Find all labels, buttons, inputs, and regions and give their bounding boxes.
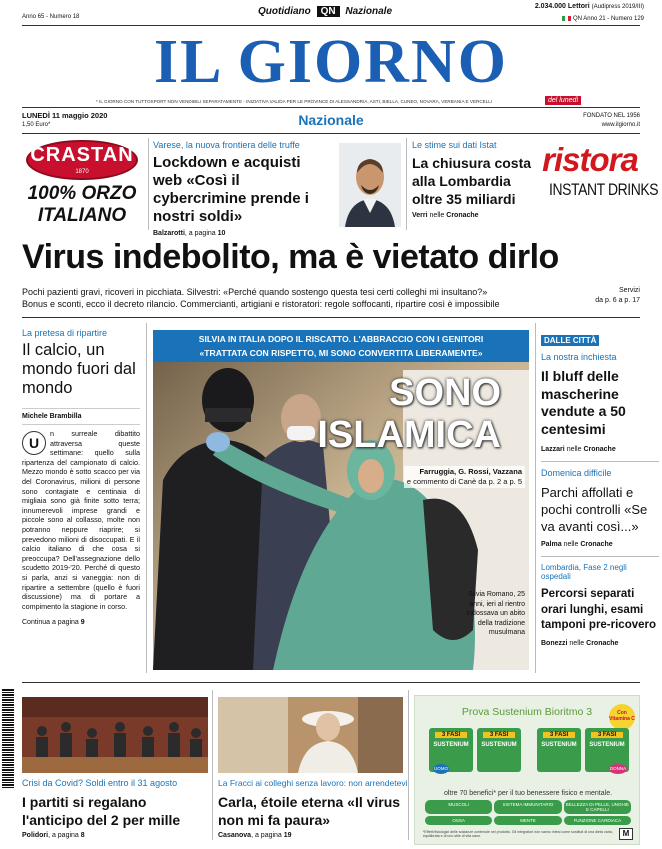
story-kicker: La nostra inchiesta [541, 352, 617, 362]
editorial-continue[interactable] [22, 619, 140, 626]
editorial-body-wrap [22, 429, 140, 611]
story-headline[interactable]: Il bluff delle mascherine vendute a 50 centesimi [541, 368, 626, 437]
right-column [541, 330, 657, 647]
sustenium-title: Prova Sustenium Bioritmo 3 [461, 706, 593, 718]
benefit-badge: MENTE [494, 816, 561, 825]
main-headline[interactable]: Virus indebolito, ma è vietato dirlo [22, 238, 559, 276]
story-kicker: Lombardia, Fase 2 negli ospedali [541, 563, 627, 581]
byline-page: Cronache [446, 212, 479, 219]
story-byline: Casanova, a pagina 19 [218, 832, 292, 839]
bottom-story-fracci[interactable] [218, 778, 408, 839]
story-byline [541, 640, 641, 647]
crastan-ad[interactable] [22, 140, 142, 230]
credits-line1: Farruggia, G. Rossi, Vazzana [419, 467, 522, 476]
benefit-badge: FUNZIONE CARDIACA [564, 816, 631, 825]
vitamin-c-badge: Con Vitamina C [609, 704, 635, 730]
tagline: * IL GIORNO CON TUTTOSPORT NON VENDIBILI SEPARATAMENTE - INIZIATIVA VALIDA PER LE PROVINCE DI ALESSANDRIA, ASTI, BIELLA, CUNEO, NOVARA, VERBANIA E VERCELLI [96, 99, 493, 104]
benefit-badge: MUSCOLI [425, 800, 492, 814]
pack-label: 3 FASI [483, 732, 515, 738]
story-kicker: Domenica difficile [541, 468, 612, 478]
qn-issue-label: QN Anno 21 - Numero 129 [572, 16, 644, 23]
byline-ref: a pagina [188, 230, 216, 237]
byline-page: Cronache [580, 541, 613, 548]
byline-ref: nelle [429, 212, 445, 219]
photo-credits [404, 466, 525, 488]
big-title-2: ISLAMICA [317, 414, 501, 456]
byline-ref: a pagina [254, 832, 282, 839]
right-story-mascherine[interactable] [541, 352, 641, 453]
readership-source: (Audipress 2019/III) [591, 4, 644, 10]
right-story-ospedali[interactable] [541, 563, 657, 647]
byline-ref: a pagina [51, 832, 79, 839]
dropcap: U [22, 431, 46, 455]
edition-label: Nazionale [298, 112, 364, 128]
quotidiano-label: Quotidiano [258, 6, 311, 17]
man-portrait-icon [339, 143, 401, 227]
story-headline[interactable]: Lockdown e acquisti web «Così il cybercrimine prende i nostri soldi» [153, 154, 309, 225]
pack-brand: SUSTENIUM [481, 742, 517, 748]
price: 1,50 Euro* [22, 122, 51, 128]
crastan-line1: 100% ORZO [27, 183, 137, 204]
top-story-varese[interactable] [153, 140, 333, 237]
byline-page: 8 [80, 832, 85, 839]
editorial-headline[interactable]: Il calcio, un mondo fuori dal mondo [22, 341, 136, 397]
story-byline [541, 446, 641, 453]
story-kicker: Crisi da Covid? Soldi entro il 31 agosto [22, 778, 178, 788]
byline-author: Palma [541, 541, 562, 548]
servizi-pages: da p. 6 a p. 17 [595, 297, 640, 304]
continue-page: 9 [80, 619, 85, 627]
pack-label: 3 FASI [543, 732, 575, 738]
byline-page: Cronache [586, 639, 619, 647]
bottom-photo-parliament [22, 697, 208, 773]
readership [535, 3, 644, 10]
center-photo-story[interactable] [153, 330, 529, 670]
sustenium-benefits: oltre 70 benefici* per il tuo benessere fisico e mentale. [443, 790, 613, 797]
story-kicker: La Fracci ai colleghi senza lavoro: non arrendetevi [218, 778, 408, 788]
pack-brand: SUSTENIUM [589, 742, 625, 748]
crastan-brand: CRASTAN [30, 144, 134, 166]
donna-tag: DONNA [609, 764, 627, 774]
byline-author: Bonezzi [541, 639, 568, 647]
ristora-sub: INSTANT DRINKS [549, 180, 659, 199]
main-sub1: Pochi pazienti gravi, ricoveri in picchiata. Silvestri: «Perché quando sostengo questa tesi certi colleghi mi insultano?» [22, 287, 488, 297]
story-headline[interactable]: La chiusura costa alla Lombardia oltre 35 miliardi [412, 155, 532, 207]
top-story-istat[interactable] [412, 140, 532, 219]
portrait-photo [339, 143, 401, 227]
banner-line1: SILVIA IN ITALIA DOPO IL RISCATTO. L'ABBRACCIO CON I GENITORI [198, 334, 484, 344]
editorial-divider-2 [22, 424, 140, 425]
byline-ref: nelle [566, 446, 582, 453]
uomo-tag: UOMO [433, 764, 449, 774]
ristora-brand: ristora [542, 141, 638, 178]
sustenium-badges [425, 800, 631, 825]
pack-brand: SUSTENIUM [541, 742, 577, 748]
issue-number: Anno 65 - Numero 18 [22, 14, 80, 20]
nazionale-top-label: Nazionale [345, 6, 393, 17]
big-title-1: SONO [389, 372, 501, 414]
main-sub2: Bonus e sconti, ecco il decreto rilancio. Commercianti, artigiani e ristoratori: regole soffocanti, ripartire così è impossibile [22, 299, 500, 309]
story-byline [541, 541, 641, 548]
main-servizi [595, 286, 640, 306]
pack-3 [537, 728, 581, 772]
story-byline [412, 212, 532, 219]
readership-count: 2.034.000 Lettori [534, 3, 590, 10]
qn-issue [562, 16, 644, 22]
right-story-parchi[interactable] [541, 468, 648, 548]
editorial-kicker: La pretesa di ripartire [22, 328, 108, 338]
italy-flag-icon [562, 16, 571, 21]
story-kicker: Le stime sui dati Istat [412, 140, 497, 150]
byline-page: 19 [283, 832, 292, 839]
byline-page: 10 [217, 230, 226, 237]
date: LUNEDÌ 11 maggio 2020 [22, 111, 108, 120]
editorial-body: n surreale dibattito attraversa queste settimane: quello sulla ripartenza del campionato di calcio. Mezzo mondo è sotto scacco per via del Coronavirus, milioni di persone sono contagiate e centinaia di migliaia sono già finite sotto terra; innumerevoli imprese grandi e piccole sono al collasso, molte non potranno neppure riaprire; si prevedono milioni di disoccupati. E il calcio italiano di che cosa si preoccupa? Dell'assegnazione dello scudetto 2019-'20. Perché di questo si parla, anzi si vaneggia: non di ripartire a settembre (quello è fuori discussione) ma di portare a compimento la stagione in corso. [22, 429, 140, 611]
sustenium-packs [429, 724, 629, 776]
story-kicker: Varese, la nuova frontiera delle truffe [153, 140, 300, 150]
benefit-badge: BELLEZZA DI PELLE, UNGHIE E CAPELLI [564, 800, 631, 814]
right-divider [541, 461, 659, 462]
sustenium-disclaimer: *Effetti fisiologici delle sostanze contenute nel prodotto. Gli integratori non vanno intesi come sostituti di una dieta varia, equilibrata e di uno stile di vita sano. [423, 830, 613, 839]
founded: FONDATO NEL 1956 [583, 113, 640, 119]
byline-ref: nelle [563, 541, 579, 548]
byline-author: Casanova [218, 832, 252, 839]
photo-big-title [317, 372, 501, 456]
byline-author: Lazzari [541, 446, 565, 453]
pack-label: 3 FASI [591, 732, 623, 738]
editorial-author: Michele Brambilla [22, 413, 82, 420]
story-headline[interactable]: Percorsi separati orari lunghi, esami tamponi pre-ricovero [541, 588, 657, 631]
banner-line2: «TRATTATA CON RISPETTO, MI SONO CONVERTITA LIBERAMENTE» [199, 348, 483, 358]
crastan-line2: ITALIANO [37, 205, 127, 226]
sustenium-ad[interactable] [414, 695, 640, 845]
masthead: IL GIORNO [154, 28, 508, 96]
story-headline[interactable]: I partiti si regalano l'anticipo del 2 per mille [22, 794, 181, 828]
bottom-story-partiti[interactable] [22, 778, 208, 839]
byline-author: Verri [412, 212, 428, 219]
benefit-badge: OSSA [425, 816, 492, 825]
qn-strip [258, 6, 392, 17]
photo-caption: Silvia Romano, 25 anni, ieri al rientro indossava un abito della tradizione musulmana [466, 591, 525, 636]
story-byline: Polidori, a pagina 8 [22, 832, 85, 839]
servizi-label: Servizi [618, 287, 640, 294]
byline-author: Balzarotti [153, 230, 185, 237]
qn-logo: QN [317, 6, 340, 17]
del-lunedi-badge: del lunedì [545, 96, 581, 105]
parliament-photo-icon [22, 697, 208, 773]
pack-brand: SUSTENIUM [433, 742, 469, 748]
crastan-year: 1870 [75, 169, 89, 175]
barcode-icon [2, 688, 14, 788]
benefit-badge: SISTEMA IMMUNITARIO [494, 800, 561, 814]
website[interactable]: www.ilgiorno.it [601, 122, 640, 128]
main-subheads [22, 286, 604, 310]
dalle-citta-tag: DALLE CITTÀ [541, 335, 599, 346]
byline-ref: nelle [569, 639, 585, 647]
byline-page: Cronache [583, 446, 616, 453]
bottom-photo-fracci [218, 697, 403, 773]
right-divider [541, 556, 659, 557]
continue-label: Continua a pagina [22, 619, 79, 627]
byline-author: Polidori [22, 832, 49, 839]
editorial[interactable] [22, 328, 140, 626]
credits-line2: e commento di Canè da p. 2 a p. 5 [406, 477, 522, 486]
story-headline[interactable]: Parchi affollati e pochi controlli «Se va avanti così...» [541, 485, 648, 534]
story-byline: Balzarotti, a pagina 10 [153, 230, 226, 237]
editorial-divider [22, 408, 140, 409]
pack-label: 3 FASI [435, 732, 467, 738]
pack-2 [477, 728, 521, 772]
crastan-logo [26, 140, 138, 180]
menarini-logo-icon: M [619, 828, 633, 840]
story-headline[interactable]: Carla, étoile eterna «Il virus non mi fa paura» [218, 794, 401, 828]
ristora-ad[interactable] [540, 140, 659, 230]
fracci-photo-icon [218, 697, 403, 773]
photo-banner [153, 330, 529, 362]
